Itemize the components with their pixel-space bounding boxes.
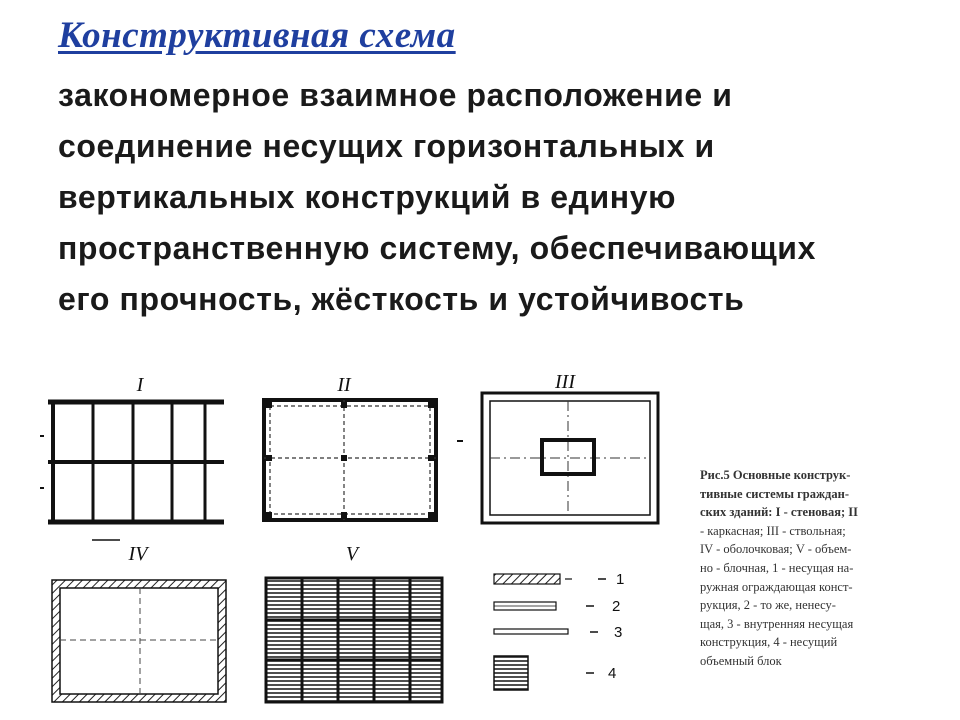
slide-title: Конструктивная схема xyxy=(58,15,456,56)
caption-line: объемный блок xyxy=(700,653,782,668)
figure-caption xyxy=(700,466,945,671)
caption-line: - каркасная; III - ствольная; xyxy=(700,523,846,538)
caption-line: щая, 3 - внутренняя несущая xyxy=(700,616,854,631)
legend-number: 1 xyxy=(616,571,625,588)
definition-line: закономерное взаимное расположение и xyxy=(58,77,733,113)
scheme-iii-core-system xyxy=(457,371,658,523)
scheme-v-block-system xyxy=(266,543,442,702)
definition-line: пространственную систему, обеспечивающих xyxy=(58,230,816,266)
scheme-i-wall-system xyxy=(40,374,224,540)
scheme-iv-shell-system xyxy=(52,543,226,702)
legend-item-3 xyxy=(494,624,622,641)
legend-item-4 xyxy=(494,656,616,690)
scheme-label: IV xyxy=(128,543,148,565)
legend-item-1 xyxy=(494,571,624,588)
caption-line: но - блочная, 1 - несущая на- xyxy=(700,560,854,575)
caption-line: тивные системы граждан- xyxy=(700,486,849,501)
definition-line: соединение несущих горизонтальных и xyxy=(58,128,715,164)
scheme-label: I xyxy=(136,374,144,396)
caption-line: ружная ограждающая конст- xyxy=(700,579,853,594)
legend-item-2 xyxy=(494,598,620,615)
caption-line: Рис.5 Основные конструк- xyxy=(700,468,851,482)
legend-number: 4 xyxy=(608,665,617,682)
scheme-label: III xyxy=(555,371,575,393)
caption-line: конструкция, 4 - несущий xyxy=(700,635,838,650)
caption-line: рукция, 2 - то же, ненесу- xyxy=(700,598,836,613)
scheme-label: V xyxy=(345,543,359,565)
legend xyxy=(494,571,624,690)
definition-line: вертикальных конструкций в единую xyxy=(58,179,677,215)
caption-line: IV - оболочковая; V - объем- xyxy=(700,542,852,557)
scheme-ii-frame-system xyxy=(264,374,436,520)
caption-line: ских зданий: I - стеновая; II xyxy=(700,505,859,520)
legend-number: 3 xyxy=(614,624,623,641)
definition-line: его прочность, жёсткость и устойчивость xyxy=(58,281,745,317)
scheme-label: II xyxy=(337,374,351,396)
legend-number: 2 xyxy=(612,598,621,615)
